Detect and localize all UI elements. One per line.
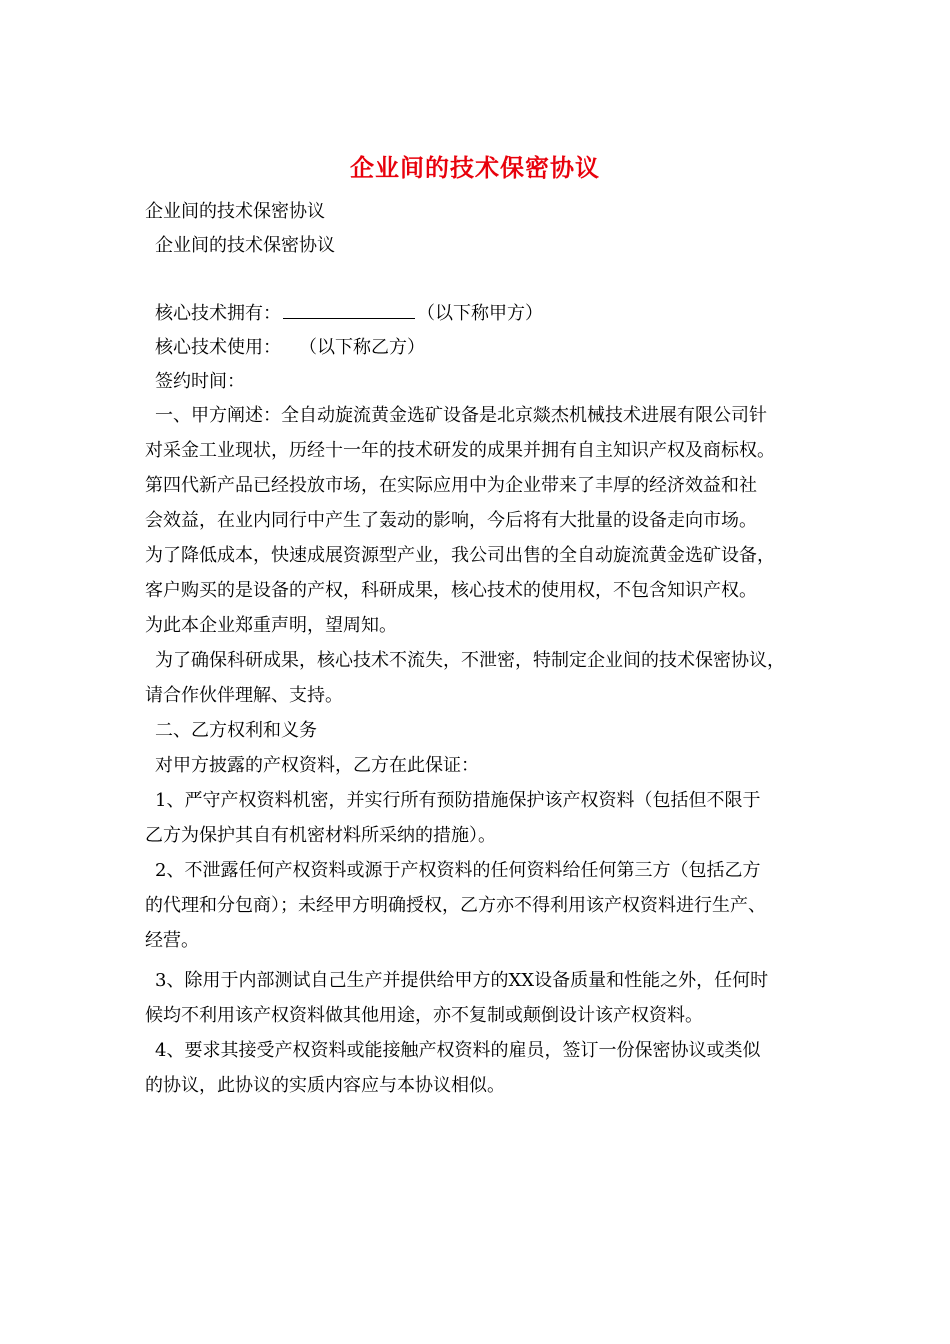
owner-line: [155, 297, 835, 331]
body-line: 为了降低成本，快速成展资源型产业，我公司出售的全自动旋流黄金选矿设备，: [145, 545, 775, 566]
sign-time-line: 签约时间：: [155, 371, 245, 392]
clause-line: 的协议，此协议的实质内容应与本协议相似。: [145, 1075, 505, 1096]
body-line: 请合作伙伴理解、支持。: [145, 685, 343, 706]
subtitle-line-2: 企业间的技术保密协议: [155, 235, 335, 256]
clause-line: 1、严守产权资料机密，并实行所有预防措施保护该产权资料（包括但不限于: [155, 790, 761, 811]
clause-line: 候均不利用该产权资料做其他用途，亦不复制或颠倒设计该产权资料。: [145, 1005, 703, 1026]
user-label: 核心技术使用：: [155, 337, 281, 358]
body-line: 客户购买的是设备的产权，科研成果，核心技术的使用权，不包含知识产权。: [145, 580, 757, 601]
clause-line: 的代理和分包商）；未经甲方明确授权，乙方亦不得利用该产权资料进行生产、: [145, 895, 766, 916]
body-line: 为了确保科研成果，核心技术不流失，不泄密，特制定企业间的技术保密协议，: [155, 650, 785, 671]
body-line: 对甲方披露的产权资料，乙方在此保证：: [155, 755, 479, 776]
subtitle-line-1: 企业间的技术保密协议: [145, 201, 325, 222]
body-line: 一、甲方阐述：全自动旋流黄金选矿设备是北京燚杰机械技术进展有限公司针: [155, 405, 767, 426]
body-line: 会效益，在业内同行中产生了轰动的影响，今后将有大批量的设备走向市场。: [145, 510, 757, 531]
body-line: 第四代新产品已经投放市场，在实际应用中为企业带来了丰厚的经济效益和社: [145, 475, 757, 496]
clause-line: 2、不泄露任何产权资料或源于产权资料的任何资料给任何第三方（包括乙方: [155, 860, 761, 881]
clause-line: 4、要求其接受产权资料或能接触产权资料的雇员，签订一份保密协议或类似: [155, 1040, 761, 1061]
document-title: 企业间的技术保密协议: [350, 153, 600, 182]
owner-label: 核心技术拥有：: [155, 303, 281, 324]
owner-suffix: （以下称甲方）: [417, 303, 543, 324]
body-line: 对采金工业现状，历经十一年的技术研发的成果并拥有自主知识产权及商标权。: [145, 440, 775, 461]
user-suffix: （以下称乙方）: [299, 337, 425, 358]
user-line: [155, 331, 835, 365]
clause-line: 乙方为保护其自有机密材料所采纳的措施）。: [145, 825, 496, 846]
body-line: 为此本企业郑重声明，望周知。: [145, 615, 397, 636]
clause-line: 经营。: [145, 930, 199, 951]
section-heading-2: 二、乙方权利和义务: [155, 720, 317, 741]
owner-blank-field: [283, 298, 415, 319]
clause-line: 3、除用于内部测试自己生产并提供给甲方的XX设备质量和性能之外，任何时: [155, 970, 769, 991]
